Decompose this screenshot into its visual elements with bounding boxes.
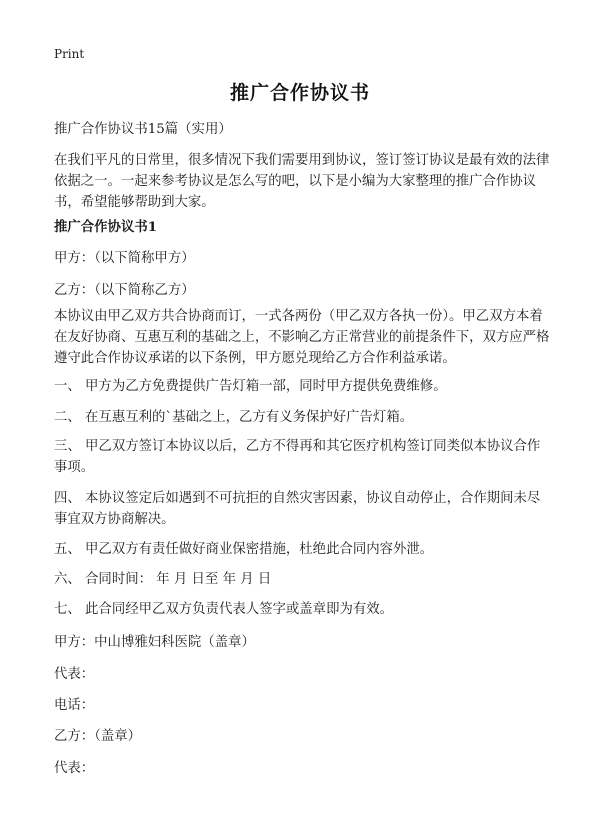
clause-2: 二、 在互惠互利的`基础之上，乙方有义务保护好广告灯箱。 (54, 410, 414, 425)
print-link[interactable]: Print (54, 47, 85, 61)
clause-7: 七、 此合同经甲乙双方负责代表人签字或盖章即为有效。 (54, 602, 394, 617)
signature-phone-a: 电话： (54, 698, 95, 713)
document-subtitle: 推广合作协议书15篇（实用） (54, 122, 232, 137)
clause-5: 五、 甲乙双方有责任做好商业保密措施，杜绝此合同内容外泄。 (54, 542, 434, 557)
party-a-line: 甲方：（以下简称甲方） (54, 251, 195, 266)
clause-6: 六、 合同时间： 年 月 日至 年 月 日 (54, 572, 272, 587)
signature-party-a: 甲方：中山博雅妇科医院（盖章） (54, 635, 255, 650)
document-title: 推广合作协议书 (229, 82, 370, 104)
party-b-line: 乙方：（以下简称乙方） (54, 283, 195, 298)
intro-paragraph: 在我们平凡的日常里，很多情况下我们需要用到协议，签订签订协议是最有效的法律依据之一。一起来参考协议是怎么写的吧，以下是小编为大家整理的推广合作协议书，希望能够帮助到大家。 (54, 153, 550, 210)
signature-party-b: 乙方：（盖章） (54, 729, 142, 744)
agreement-body-paragraph: 本协议由甲乙双方共合协商而订，一式各两份（甲乙双方各执一份）。甲乙双方本着在友好协商、互惠互利的基础之上，不影响乙方正常营业的前提条件下，双方应严格遵守此合作协议承诺的以下条例，甲方愿兑现给乙方合作利益承诺。 (54, 309, 550, 366)
clause-4: 四、 本协议签定后如遇到不可抗拒的自然灾害因素，协议自动停止，合作期间未尽事宜双方协商解决。 (54, 491, 541, 527)
clause-3: 三、 甲乙双方签订本协议以后，乙方不得再和其它医疗机构签订同类似本协议合作事项。 (54, 439, 541, 475)
clause-1: 一、 甲方为乙方免费提供广告灯箱一部，同时甲方提供免费维修。 (54, 379, 447, 394)
signature-rep-b: 代表： (54, 761, 95, 776)
section-heading: 推广合作协议书1 (54, 219, 158, 235)
signature-rep-a: 代表： (54, 667, 95, 682)
